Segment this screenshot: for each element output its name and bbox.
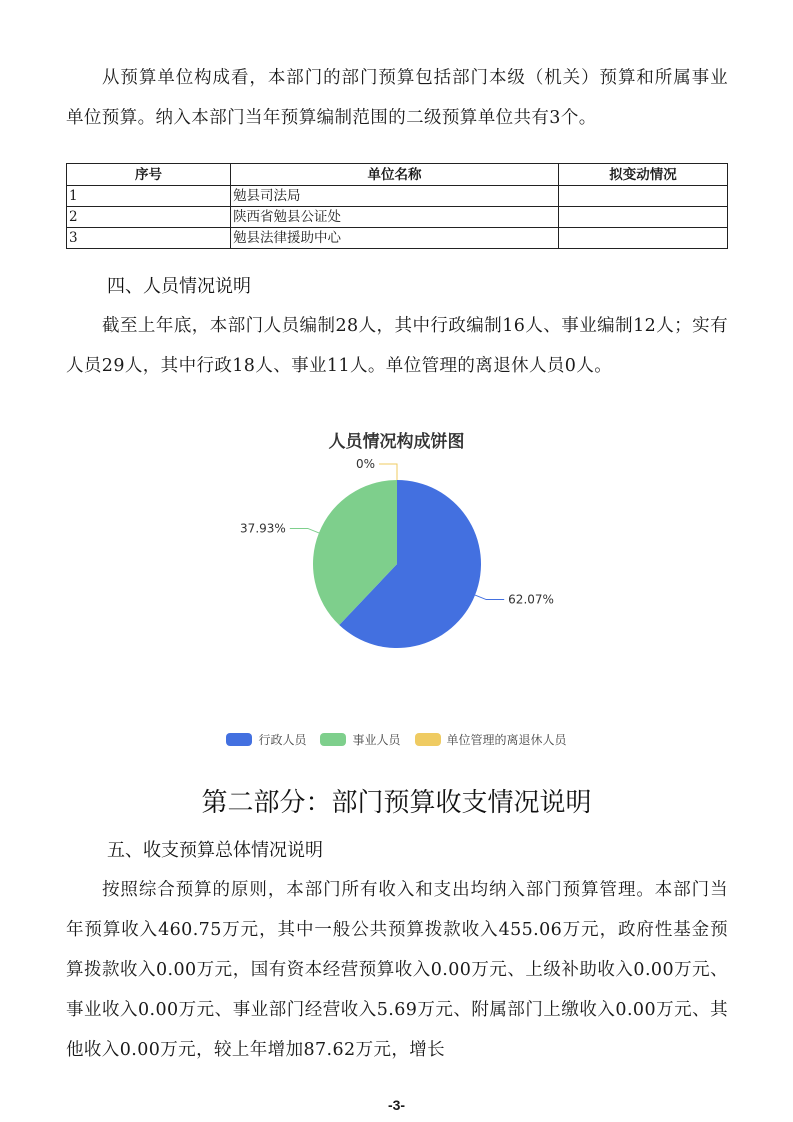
slice-retired-leader-line bbox=[379, 464, 397, 480]
legend-label: 行政人员 bbox=[258, 733, 307, 747]
legend-item-retired[interactable] bbox=[415, 731, 567, 748]
legend-swatch bbox=[320, 733, 346, 746]
part2-title: 第二部分：部门预算收支情况说明 bbox=[201, 788, 592, 818]
cell-unit-name: 勉县法律援助中心 bbox=[231, 228, 559, 249]
page-number: -3- bbox=[387, 1097, 406, 1113]
legend-swatch bbox=[415, 733, 441, 746]
section5-paragraph: 按照综合预算的原则，本部门所有收入和支出均纳入部门预算管理。本部门当年预算收入460.75万元，其中一般公共预算拨款收入455.06万元，政府性基金预算拨款收入0.00万元，国有资本经营预算收入0.00万元、上级补助收入0.00万元、事业收入0.00万元、事业部门经营收入5.69万元、附属部门上缴收入0.00万元、其他收入0.00万元，较上年增加87.62万元，增长 bbox=[66, 880, 728, 1060]
cell-unit-name: 陕西省勉县公证处 bbox=[231, 207, 559, 228]
cell-index: 3 bbox=[67, 228, 231, 249]
col-header-index: 序号 bbox=[67, 164, 231, 186]
section4-paragraph: 截至上年底，本部门人员编制28人，其中行政编制16人、事业编制12人；实有人员29人，其中行政18人、事业11人。单位管理的离退休人员0人。 bbox=[66, 316, 728, 376]
chart-legend bbox=[0, 731, 793, 748]
slice-institution-percent-label: 37.93% bbox=[240, 521, 286, 536]
cell-index: 2 bbox=[67, 207, 231, 228]
legend-item-institution[interactable] bbox=[320, 731, 400, 748]
intro-paragraph: 从预算单位构成看，本部门的部门预算包括部门本级（机关）预算和所属事业单位预算。纳入本部门当年预算编制范围的二级预算单位共有3个。 bbox=[66, 68, 728, 128]
col-header-change: 拟变动情况 bbox=[558, 164, 727, 186]
section5-heading: 五、收支预算总体情况说明 bbox=[107, 840, 323, 861]
slice-administrative-leader-line bbox=[475, 595, 504, 599]
col-header-unit-name: 单位名称 bbox=[231, 164, 559, 186]
slice-retired-percent-label: 0% bbox=[355, 457, 375, 471]
legend-label: 事业人员 bbox=[352, 733, 401, 747]
chart-title: 人员情况构成饼图 bbox=[328, 432, 465, 452]
cell-unit-name: 勉县司法局 bbox=[231, 186, 559, 207]
slice-administrative-percent-label: 62.07% bbox=[508, 592, 554, 607]
section4-heading: 四、人员情况说明 bbox=[107, 276, 251, 297]
legend-label: 单位管理的离退休人员 bbox=[446, 733, 567, 747]
legend-item-administrative[interactable] bbox=[226, 731, 306, 748]
legend-swatch bbox=[226, 733, 252, 746]
slice-institution-leader-line bbox=[290, 528, 319, 532]
cell-index: 1 bbox=[67, 186, 231, 207]
